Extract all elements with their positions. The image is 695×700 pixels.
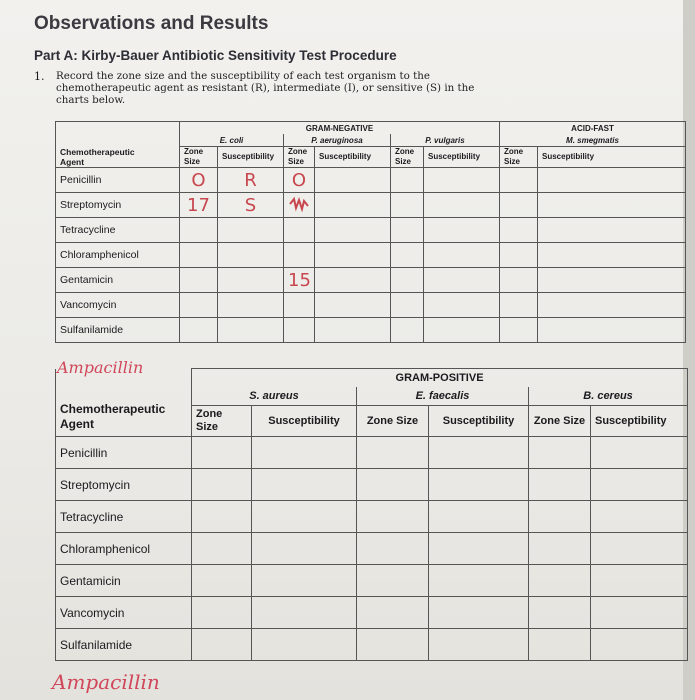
entry-cell[interactable]: [284, 243, 315, 268]
entry-cell[interactable]: [424, 218, 500, 243]
zone-size-header: Zone Size: [391, 147, 424, 168]
entry-cell[interactable]: [284, 293, 315, 318]
entry-cell[interactable]: [391, 193, 424, 218]
agent-header: Chemotherapeutic Agent: [60, 402, 166, 432]
instruction-text: Record the zone size and the susceptibility of each test organism to the chemotherapeutic agent as resistant (R), intermediate (I), or sensitive (S) in the charts below.: [56, 70, 475, 106]
entry-cell[interactable]: [424, 193, 500, 218]
entry-cell[interactable]: [538, 193, 686, 218]
hw-penicillin-paeruginosa-zone[interactable]: O: [284, 168, 315, 193]
entry-cell[interactable]: [424, 243, 500, 268]
entry-cell[interactable]: [391, 218, 424, 243]
hw-penicillin-ecoli-susceptibility[interactable]: R: [218, 168, 284, 193]
entry-cell[interactable]: [284, 318, 315, 343]
entry-cell[interactable]: [429, 469, 529, 501]
entry-cell[interactable]: [180, 318, 218, 343]
entry-cell[interactable]: [500, 268, 538, 293]
entry-cell[interactable]: [529, 501, 591, 533]
entry-cell[interactable]: [252, 629, 357, 661]
entry-cell[interactable]: [591, 533, 688, 565]
agent-header-cell: [56, 122, 180, 168]
entry-cell[interactable]: [529, 565, 591, 597]
entry-cell[interactable]: [391, 293, 424, 318]
entry-cell[interactable]: [315, 318, 391, 343]
susceptibility-header: Susceptibility: [218, 147, 284, 168]
entry-cell[interactable]: [429, 533, 529, 565]
entry-cell[interactable]: [591, 501, 688, 533]
entry-cell[interactable]: [357, 629, 429, 661]
entry-cell[interactable]: [357, 565, 429, 597]
entry-cell[interactable]: [192, 501, 252, 533]
entry-cell[interactable]: [591, 437, 688, 469]
organism-pvulgaris: P. vulgaris: [391, 134, 500, 147]
agent-gentamicin: Gentamicin: [56, 268, 180, 293]
agent-chloramphenicol: Chloramphenicol: [56, 243, 180, 268]
entry-cell[interactable]: [192, 533, 252, 565]
entry-cell[interactable]: [192, 469, 252, 501]
acid-fast-caption: ACID-FAST: [500, 122, 686, 135]
page-title: Observations and Results: [34, 13, 269, 34]
entry-cell[interactable]: [538, 243, 686, 268]
entry-cell[interactable]: [252, 437, 357, 469]
entry-cell[interactable]: [500, 193, 538, 218]
zone-size-header: Zone Size: [192, 406, 252, 437]
entry-cell[interactable]: [538, 168, 686, 193]
entry-cell[interactable]: [315, 193, 391, 218]
entry-cell[interactable]: [357, 437, 429, 469]
gram-positive-table: [55, 368, 688, 661]
entry-cell[interactable]: [429, 565, 529, 597]
gram-negative-table: [55, 121, 686, 343]
entry-cell[interactable]: [357, 533, 429, 565]
agent-gentamicin: Gentamicin: [56, 565, 192, 597]
entry-cell[interactable]: [192, 597, 252, 629]
agent-sulfanilamide: Sulfanilamide: [56, 318, 180, 343]
hw-streptomycin-ecoli-susceptibility[interactable]: S: [218, 193, 284, 218]
zone-size-header: Zone Size: [529, 406, 591, 437]
agent-streptomycin: Streptomycin: [56, 193, 180, 218]
entry-cell[interactable]: [218, 243, 284, 268]
susceptibility-header: Susceptibility: [252, 406, 357, 437]
scribble-mark: [288, 196, 310, 212]
entry-cell[interactable]: [180, 268, 218, 293]
susceptibility-header: Susceptibility: [315, 147, 391, 168]
organism-saureus: S. aureus: [192, 387, 357, 406]
entry-cell[interactable]: [424, 318, 500, 343]
hw-gentamicin-paeruginosa-zone[interactable]: 15: [284, 268, 315, 293]
agent-vancomycin: Vancomycin: [56, 597, 192, 629]
entry-cell[interactable]: [429, 597, 529, 629]
entry-cell[interactable]: [252, 565, 357, 597]
organism-paeruginosa: P. aeruginosa: [284, 134, 391, 147]
handwritten-ampacillin-2: Ampacillin: [52, 670, 160, 694]
susceptibility-header: Susceptibility: [429, 406, 529, 437]
susceptibility-header: Susceptibility: [591, 406, 688, 437]
entry-cell[interactable]: [315, 243, 391, 268]
entry-cell[interactable]: [424, 268, 500, 293]
organism-bcereus: B. cereus: [529, 387, 688, 406]
agent-tetracycline: Tetracycline: [56, 218, 180, 243]
entry-cell[interactable]: [429, 501, 529, 533]
entry-cell[interactable]: [252, 597, 357, 629]
entry-cell[interactable]: [252, 469, 357, 501]
zone-size-header: Zone Size: [180, 147, 218, 168]
entry-cell[interactable]: [391, 318, 424, 343]
entry-cell[interactable]: [252, 501, 357, 533]
entry-cell[interactable]: [357, 469, 429, 501]
entry-cell[interactable]: [529, 469, 591, 501]
susceptibility-header: Susceptibility: [538, 147, 686, 168]
entry-cell[interactable]: [180, 243, 218, 268]
organism-efaecalis: E. faecalis: [357, 387, 529, 406]
entry-cell[interactable]: [284, 218, 315, 243]
entry-cell[interactable]: [218, 268, 284, 293]
entry-cell[interactable]: [252, 533, 357, 565]
entry-cell[interactable]: [529, 533, 591, 565]
entry-cell[interactable]: [218, 218, 284, 243]
entry-cell[interactable]: [315, 218, 391, 243]
organism-ecoli: E. coli: [180, 134, 284, 147]
entry-cell[interactable]: [180, 218, 218, 243]
agent-header: Chemotherapeutic Agent: [60, 146, 135, 167]
agent-penicillin: Penicillin: [56, 437, 192, 469]
entry-cell[interactable]: [538, 318, 686, 343]
agent-vancomycin: Vancomycin: [56, 293, 180, 318]
entry-cell[interactable]: [591, 565, 688, 597]
entry-cell[interactable]: [424, 293, 500, 318]
hw-streptomycin-ecoli-zone[interactable]: 17: [180, 193, 218, 218]
entry-cell[interactable]: [315, 168, 391, 193]
entry-cell[interactable]: [315, 293, 391, 318]
entry-cell[interactable]: [218, 293, 284, 318]
handwritten-ampacillin-1: Ampacillin: [57, 358, 144, 377]
entry-cell[interactable]: [538, 218, 686, 243]
entry-cell[interactable]: [500, 168, 538, 193]
organism-msmegmatis: M. smegmatis: [500, 134, 686, 147]
entry-cell[interactable]: [500, 243, 538, 268]
agent-tetracycline: Tetracycline: [56, 501, 192, 533]
entry-cell[interactable]: [180, 293, 218, 318]
agent-header-cell: [56, 369, 192, 437]
entry-cell[interactable]: [192, 437, 252, 469]
entry-cell[interactable]: [429, 437, 529, 469]
agent-chloramphenicol: Chloramphenicol: [56, 533, 192, 565]
entry-cell[interactable]: [591, 597, 688, 629]
entry-cell[interactable]: [357, 597, 429, 629]
gram-positive-caption: GRAM-POSITIVE: [192, 369, 688, 388]
entry-cell[interactable]: [391, 243, 424, 268]
zone-size-header: Zone Size: [500, 147, 538, 168]
entry-cell[interactable]: [500, 318, 538, 343]
entry-cell[interactable]: [500, 293, 538, 318]
agent-penicillin: Penicillin: [56, 168, 180, 193]
entry-cell[interactable]: [529, 629, 591, 661]
entry-cell[interactable]: [424, 168, 500, 193]
zone-size-header: Zone Size: [284, 147, 315, 168]
zone-size-header: Zone Size: [357, 406, 429, 437]
entry-cell[interactable]: [429, 629, 529, 661]
susceptibility-header: Susceptibility: [424, 147, 500, 168]
entry-cell[interactable]: [529, 597, 591, 629]
gram-negative-caption: GRAM-NEGATIVE: [180, 122, 500, 135]
step-number: 1.: [34, 70, 45, 83]
entry-cell[interactable]: [591, 629, 688, 661]
entry-cell[interactable]: [500, 218, 538, 243]
entry-cell[interactable]: [391, 168, 424, 193]
entry-cell[interactable]: [192, 629, 252, 661]
entry-cell[interactable]: [218, 318, 284, 343]
entry-cell[interactable]: [538, 293, 686, 318]
agent-sulfanilamide: Sulfanilamide: [56, 629, 192, 661]
entry-cell[interactable]: [357, 501, 429, 533]
entry-cell[interactable]: [529, 437, 591, 469]
scribble-cell[interactable]: [284, 193, 315, 218]
entry-cell[interactable]: [192, 565, 252, 597]
entry-cell[interactable]: [315, 268, 391, 293]
hw-penicillin-ecoli-zone[interactable]: O: [180, 168, 218, 193]
agent-streptomycin: Streptomycin: [56, 469, 192, 501]
entry-cell[interactable]: [591, 469, 688, 501]
entry-cell[interactable]: [538, 268, 686, 293]
entry-cell[interactable]: [391, 268, 424, 293]
part-heading: Part A: Kirby-Bauer Antibiotic Sensitivity Test Procedure: [34, 48, 397, 63]
